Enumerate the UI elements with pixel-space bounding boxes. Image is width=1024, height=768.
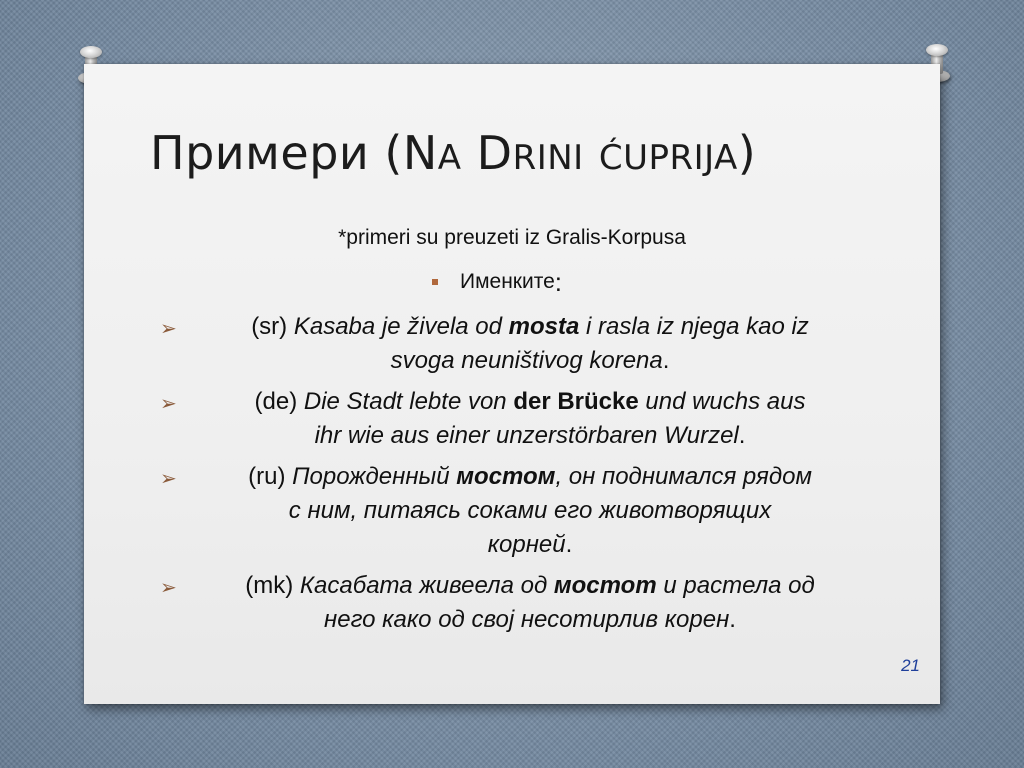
arrow-bullet-icon: ➢	[160, 468, 177, 490]
slide-title: Примери (NA DRINI ĆUPRIJA)	[150, 126, 757, 180]
source-note: *primeri su preuzeti iz Gralis-Korpusa	[338, 226, 686, 249]
arrow-bullet-icon: ➢	[160, 318, 177, 340]
page-number: 21	[901, 656, 920, 675]
arrow-bullet-icon: ➢	[160, 577, 177, 599]
arrow-bullet-icon: ➢	[160, 393, 177, 415]
example-sr: ➢ (sr) Kasaba je živela od mosta i rasla iz njega kao iz svoga neuništivog korena.	[160, 313, 809, 374]
square-bullet-icon	[432, 279, 438, 285]
example-mk: ➢ (mk) Касабата живеела од мостот и растела од него како од свој несотирлив корен.	[160, 572, 815, 633]
examples-list	[160, 310, 880, 644]
section-heading-label: Именките	[460, 270, 555, 293]
example-ru: ➢ (ru) Порожденный мостом, он поднимался рядом с ним, питаясь соками его животворящих корней.	[160, 463, 812, 558]
example-de: ➢ (de) Die Stadt lebte von der Brücke und wuchs aus ihr wie aus einer unzerstörbaren Wurzel.	[160, 388, 806, 449]
section-heading: Именките :	[432, 270, 562, 294]
